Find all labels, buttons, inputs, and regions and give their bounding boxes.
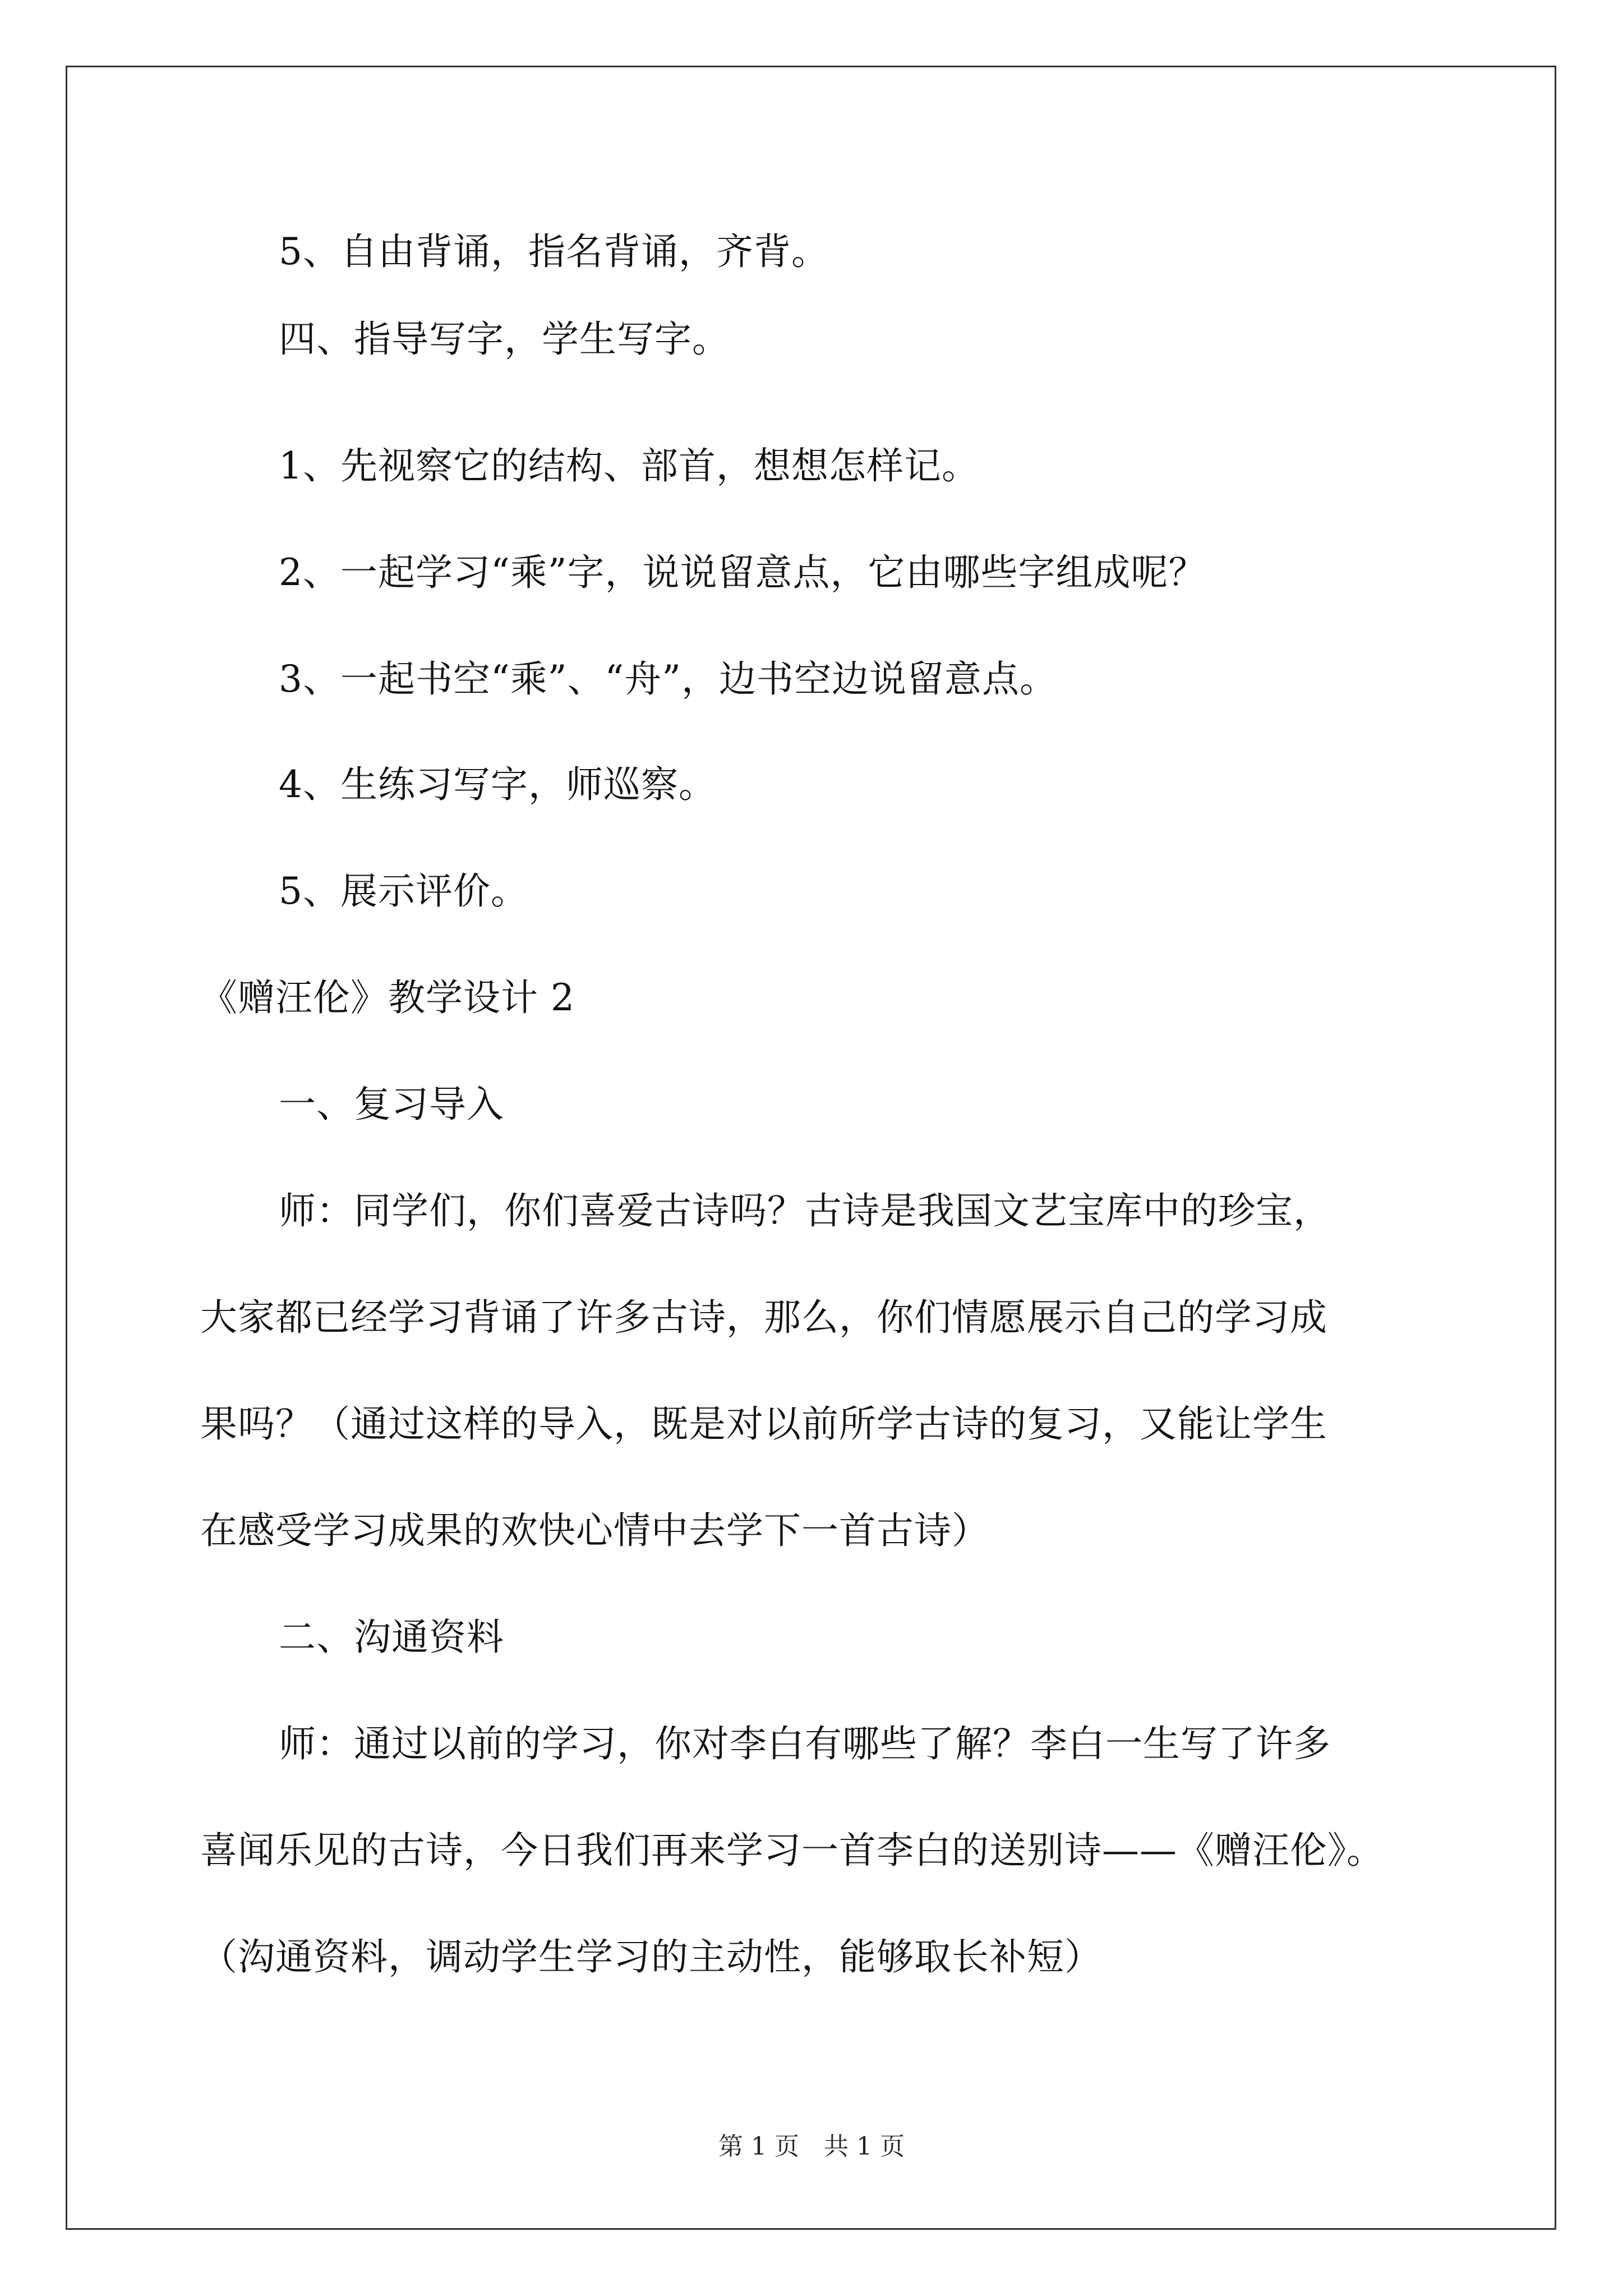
page-border [66, 66, 1556, 2230]
text-line: 四、指导写字，学生写字。 [279, 318, 730, 361]
text-line: 2、一起学习“乘”字，说说留意点，它由哪些字组成呢？ [279, 551, 1206, 594]
text-line: 喜闻乐见的古诗，今日我们再来学习一首李白的送别诗——《赠汪伦》。 [200, 1829, 1384, 1872]
text-line: 师：同学们，你们喜爱古诗吗？古诗是我国文艺宝库中的珍宝， [279, 1189, 1331, 1232]
text-line: 5、自由背诵，指名背诵，齐背。 [279, 230, 829, 273]
text-line: 1、先视察它的结构、部首，想想怎样记。 [279, 444, 979, 487]
text-line: 5、展示评价。 [279, 869, 528, 913]
text-line: 在感受学习成果的欢快心情中去学下一首古诗） [200, 1509, 989, 1552]
text-line: （沟通资料，调动学生学习的主动性，能够取长补短） [200, 1935, 1102, 1978]
text-line: 3、一起书空“乘”、“舟”，边书空边说留意点。 [279, 657, 1057, 701]
text-line: 师：通过以前的学习，你对李白有哪些了解？李白一生写了许多 [279, 1722, 1331, 1765]
text-line: 4、生练习写字，师巡察。 [279, 763, 716, 806]
section-heading: 《赠汪伦》教学设计 2 [200, 976, 575, 1019]
text-line: 大家都已经学习背诵了许多古诗，那么，你们情愿展示自己的学习成 [200, 1296, 1327, 1339]
text-line: 果吗？（通过这样的导入，既是对以前所学古诗的复习，又能让学生 [200, 1402, 1327, 1446]
text-line: 一、复习导入 [279, 1083, 504, 1126]
page-footer: 第 1 页 共 1 页 [718, 2132, 905, 2161]
text-line: 二、沟通资料 [279, 1616, 504, 1659]
